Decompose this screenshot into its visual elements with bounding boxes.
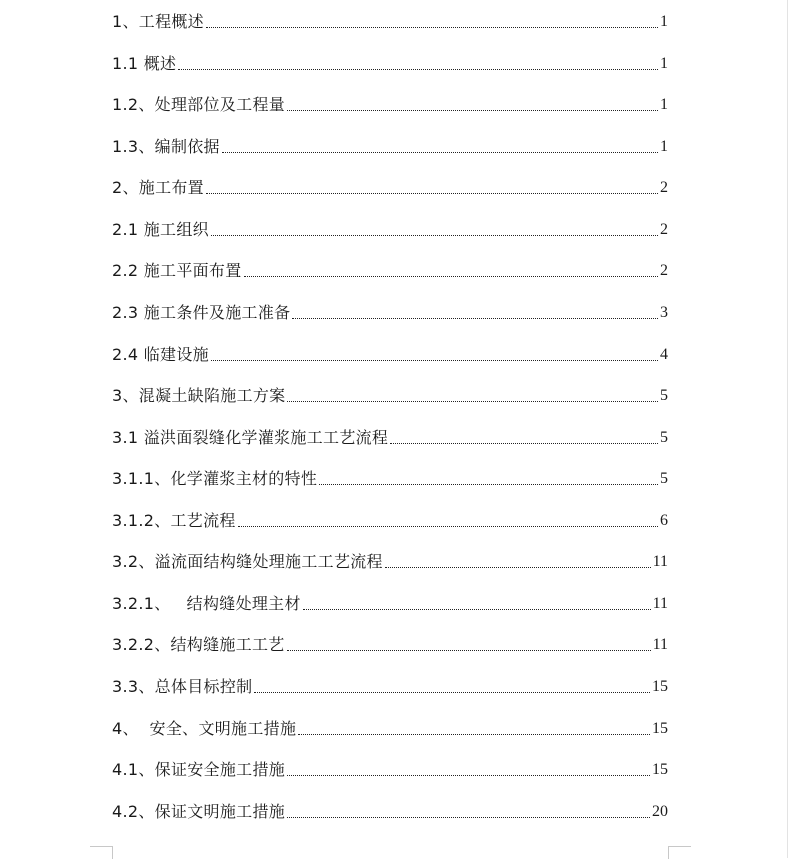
toc-entry-title: 3.1.1、化学灌浆主材的特性 [112,469,318,488]
toc-dot-leader [303,608,651,610]
toc-entry-page: 11 [652,553,668,570]
toc-dot-leader [385,566,651,568]
toc-entry-page: 6 [660,512,668,529]
toc-entry-title: 3、混凝土缺陷施工方案 [112,386,286,405]
toc-dot-leader [206,192,658,194]
toc-dot-leader [211,234,658,236]
toc-entry-page: 1 [660,13,668,30]
toc-dot-leader [287,109,658,111]
toc-entry-title: 3.1 溢洪面裂缝化学灌浆施工工艺流程 [112,428,389,447]
toc-entry-title: 1.1 概述 [112,54,177,73]
toc-entry[interactable] [112,713,668,739]
toc-dot-leader [178,68,658,70]
toc-entry-title: 2.3 施工条件及施工准备 [112,303,291,322]
toc-entry[interactable] [112,255,668,281]
toc-entry-title: 2.4 临建设施 [112,345,209,364]
toc-entry-page: 2 [660,179,668,196]
toc-dot-leader [222,151,658,153]
toc-entry[interactable] [112,505,668,531]
page-corner-mark-left [90,846,113,859]
toc-entry[interactable] [112,131,668,157]
toc-dot-leader [206,26,658,28]
toc-entry[interactable] [112,172,668,198]
toc-entry-page: 15 [652,720,668,737]
toc-entry-title: 2、施工布置 [112,178,204,197]
toc-entry[interactable] [112,89,668,115]
toc-entry-page: 15 [652,678,668,695]
toc-entry-page: 1 [660,55,668,72]
toc-entry[interactable] [112,629,668,655]
toc-entry[interactable] [112,6,668,32]
toc-dot-leader [390,442,658,444]
toc-entry-title: 4.1、保证安全施工措施 [112,760,286,779]
toc-dot-leader [287,774,650,776]
toc-entry-title: 2.2 施工平面布置 [112,261,242,280]
toc-dot-leader [244,275,658,277]
toc-dot-leader [319,483,658,485]
toc-entry-title: 3.2、溢流面结构缝处理施工工艺流程 [112,552,383,571]
toc-entry[interactable] [112,671,668,697]
toc-dot-leader [298,733,650,735]
toc-entry-page: 5 [660,470,668,487]
toc-dot-leader [287,400,658,402]
toc-entry-title: 3.2.2、结构缝施工工艺 [112,635,285,654]
toc-entry-title: 3.1.2、工艺流程 [112,511,236,530]
toc-entry-title: 4、 安全、文明施工措施 [112,719,297,738]
toc-dot-leader [292,317,658,319]
toc-dot-leader [287,649,651,651]
toc-dot-leader [211,359,658,361]
toc-entry[interactable] [112,796,668,822]
toc-entry-page: 2 [660,262,668,279]
toc-entry-page: 2 [660,221,668,238]
toc-entry-title: 2.1 施工组织 [112,220,209,239]
toc-dot-leader [254,691,650,693]
toc-entry-page: 11 [652,595,668,612]
toc-entry[interactable] [112,546,668,572]
toc-entry-page: 11 [652,636,668,653]
toc-entry[interactable] [112,48,668,74]
toc-entry[interactable] [112,297,668,323]
toc-entry[interactable] [112,754,668,780]
page-corner-mark-right [668,846,691,859]
toc-entry-title: 4.2、保证文明施工措施 [112,802,286,821]
toc-entry-page: 5 [660,429,668,446]
toc-entry[interactable] [112,339,668,365]
toc-entry-title: 1.3、编制依据 [112,137,220,156]
toc-entry[interactable] [112,422,668,448]
toc-entry-title: 3.2.1、 结构缝处理主材 [112,594,301,613]
toc-entry-page: 4 [660,346,668,363]
toc-entry-page: 1 [660,96,668,113]
toc-entry[interactable] [112,380,668,406]
toc-entry-page: 20 [652,803,668,820]
toc-entry-title: 3.3、总体目标控制 [112,677,253,696]
toc-entry-title: 1、工程概述 [112,12,204,31]
toc-entry[interactable] [112,588,668,614]
toc-dot-leader [238,525,658,527]
page-edge [787,0,788,858]
toc-entry[interactable] [112,214,668,240]
toc-entry-page: 1 [660,138,668,155]
toc-entry-title: 1.2、处理部位及工程量 [112,95,286,114]
toc-entry-page: 3 [660,304,668,321]
toc-dot-leader [287,816,650,818]
toc-entry[interactable] [112,463,668,489]
toc-entry-page: 15 [652,761,668,778]
toc-entry-page: 5 [660,387,668,404]
